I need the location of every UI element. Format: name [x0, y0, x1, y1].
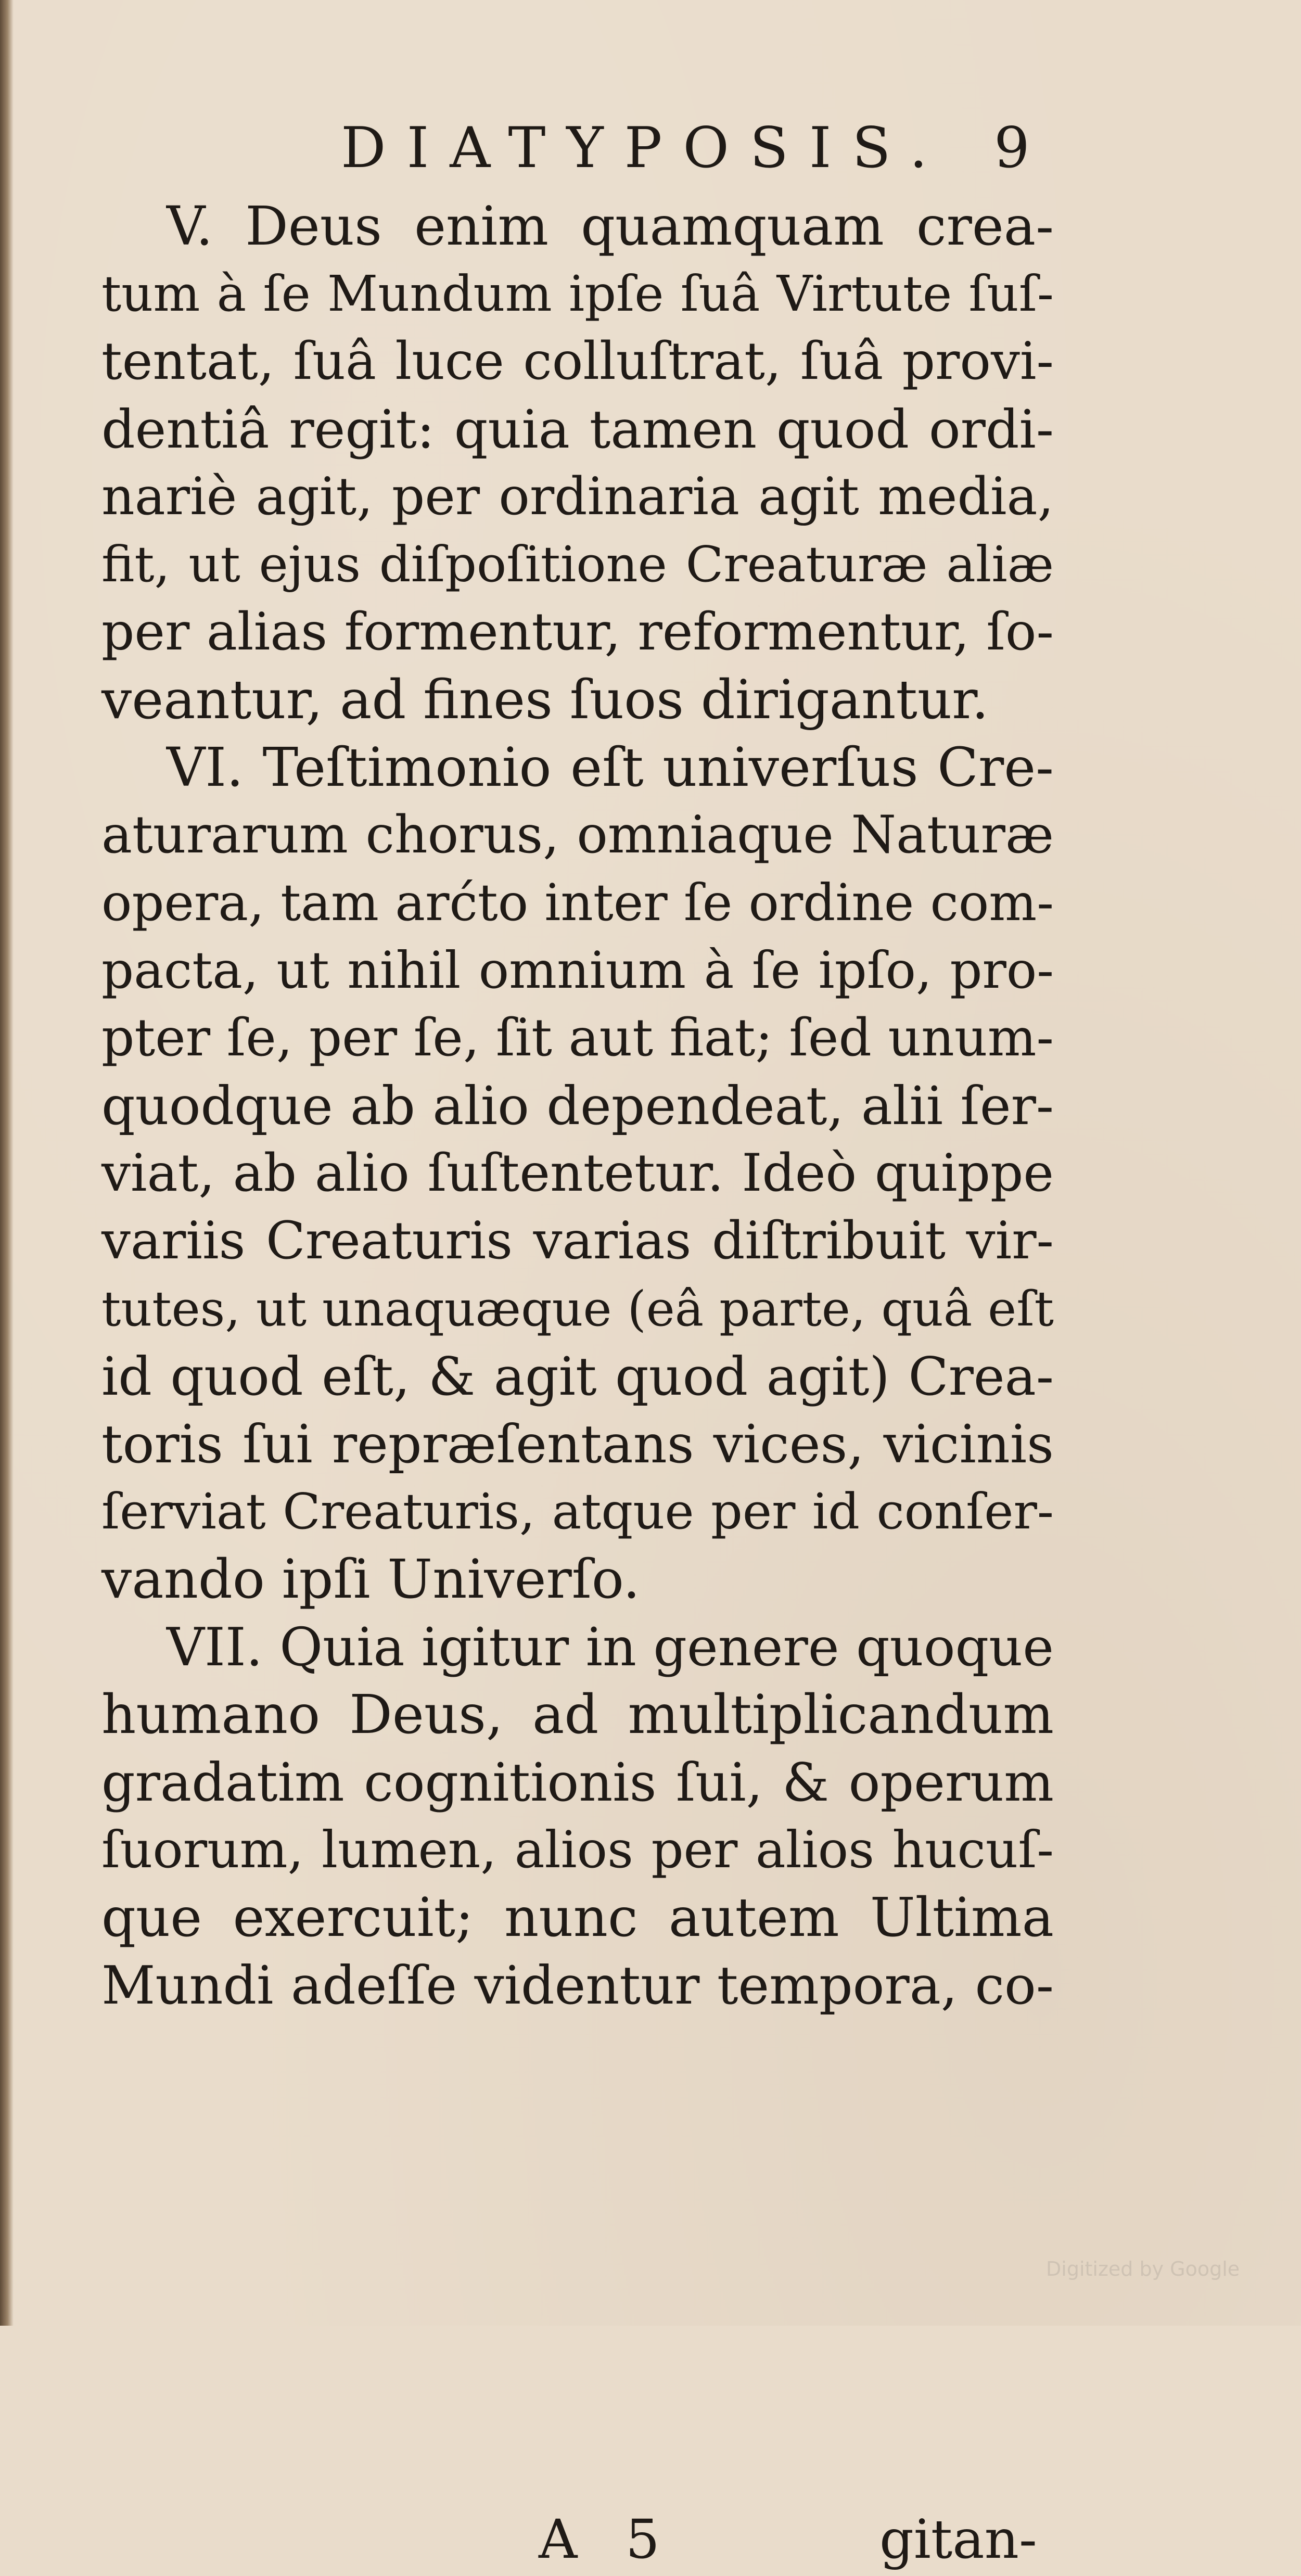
text-line: Mundi adeſſe videntur tempora, co-	[101, 1955, 1054, 2016]
text-line: humano Deus, ad multiplicandum	[101, 1684, 1054, 1746]
text-line: variis Creaturis varias diſtribuit vir-	[101, 1211, 1054, 1271]
text-line: fit, ut ejus diſpoſitione Creaturæ aliæ	[101, 536, 1054, 593]
page-gutter-shadow	[0, 0, 14, 2326]
text-line: tum à ſe Mundum ipſe ſuâ Virtute ſuſ-	[101, 265, 1054, 323]
text-line: veantur, ad fines ſuos dirigantur.	[101, 669, 989, 731]
text-line: ſerviat Creaturis, atque per id conſer-	[101, 1483, 1054, 1540]
text-line: pacta, ut nihil omnium à ſe ipſo, pro-	[101, 941, 1054, 1000]
text-line: tutes, ut unaquæque (eâ parte, quâ eſt	[101, 1281, 1054, 1337]
text-line: id quod eſt, & agit quod agit) Crea-	[101, 1346, 1054, 1407]
text-line: aturarum chorus, omniaque Naturæ	[101, 805, 1054, 865]
text-line: pter ſe, per ſe, ſit aut fiat; ſed unum-	[101, 1008, 1054, 1068]
text-line: per alias formentur, reformentur, ſo-	[101, 602, 1054, 662]
catchword: gitan-	[879, 2508, 1037, 2571]
digitization-watermark: Digitized by Google	[1046, 2258, 1240, 2280]
text-line: toris ſui repræſentans vices, vicinis	[101, 1413, 1054, 1475]
text-line: que exercuit; nunc autem Ultima	[101, 1886, 1054, 1949]
text-line: quodque ab alio dependeat, alii ſer-	[101, 1075, 1054, 1137]
body-text	[101, 193, 1054, 2019]
text-line: VI. Teſtimonio eſt univerſus Cre-	[167, 736, 1054, 799]
text-line: viat, ab alio ſuſtentetur. Ideò quippe	[101, 1143, 1054, 1203]
text-line: tentat, ſuâ luce colluſtrat, ſuâ provi-	[101, 331, 1054, 391]
text-line: gradatim cognitionis ſui, & operum	[101, 1752, 1054, 1813]
page-header	[0, 112, 1301, 185]
text-line: V. Deus enim quamquam crea-	[167, 195, 1054, 258]
text-line: VII. Quia igitur in genere quoque	[167, 1616, 1054, 1678]
text-line: ſuorum, lumen, alios per alios hucuſ-	[101, 1820, 1054, 1879]
text-line: vando ipſi Univerſo.	[101, 1548, 640, 1611]
running-head: DIATYPOSIS.	[341, 116, 948, 181]
page-number: 9	[994, 116, 1030, 181]
text-line: opera, tam arćto inter ſe ordine com-	[101, 873, 1054, 932]
printer-signature-mark: A 5	[539, 2508, 675, 2571]
text-line: nariè agit, per ordinaria agit media,	[101, 467, 1054, 527]
text-line: dentiâ regit: quia tamen quod ordi-	[101, 399, 1054, 460]
